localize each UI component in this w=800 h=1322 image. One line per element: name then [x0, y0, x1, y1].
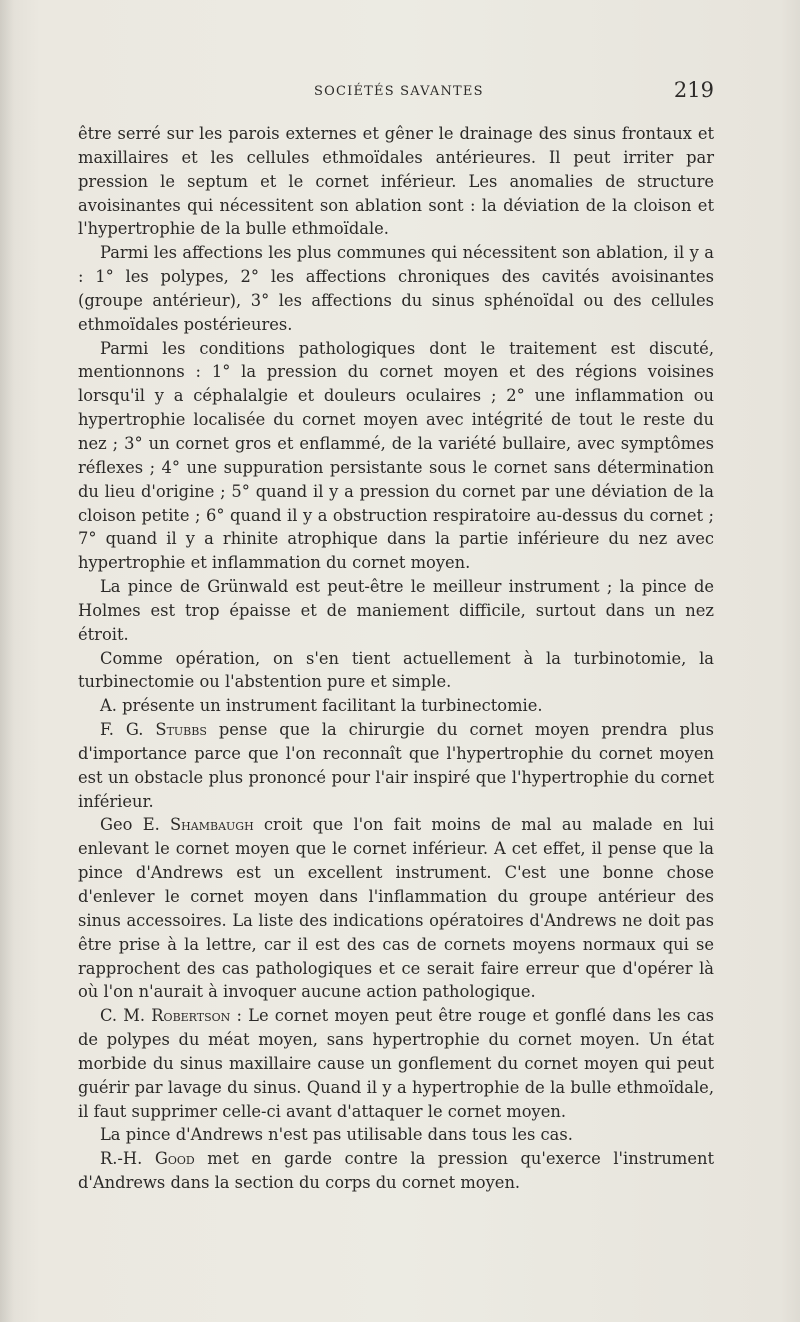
speaker-name: Robertson: [151, 1006, 231, 1026]
paragraph-text: croit que l'on fait moins de mal au malade en lui enlevant le cornet moyen que le cornet inférieur. A cet effet, il pense que la pince d'Andrews est un excellent instrument. C'est une bonne chose d'enlever le cornet moyen dans l'inflammation du groupe antérieur des sinus accessoires. La liste des indications opératoires d'Andrews ne doit pas être prise à la lettre, car il est des cas de cornets moyens normaux qui se rapprochent des cas pathologiques et ce serait faire erreur que d'opérer là où l'on n'aurait à invoquer aucune action pathologique.: [78, 815, 714, 1002]
speaker-initials: Geo E.: [100, 815, 171, 835]
speaker-initials: R.-H.: [100, 1149, 155, 1169]
speaker-name: Shambaugh: [170, 815, 254, 835]
speaker-name: Stubbs: [155, 720, 207, 740]
speaker-initials: F. G.: [100, 720, 156, 740]
paragraph-stubbs: [78, 718, 714, 813]
paragraph-affections: Parmi les affections les plus communes qui nécessitent son ablation, il y a : 1° les polypes, 2° les affections chroniques des cavités avoisinantes (groupe antérieur), 3° les affections du sinus sphénoïdal ou des cellules ethmoïdales postérieures.: [78, 243, 714, 334]
paragraph-conditions: Parmi les conditions pathologiques dont le traitement est discuté, mentionnons : 1° la pression du cornet moyen et des régions voisines lorsqu'il y a céphalalgie et douleurs oculaires ; 2° une inflammation ou hypertrophie localisée du cornet moyen avec intégrité de tout le reste du nez ; 3° un cornet gros et enflammé, de la variété bullaire, avec symptômes réflexes ; 4° une suppuration persistante sous le cornet sans détermination du lieu d'origine ; 5° quand il y a pression du cornet par une déviation de la cloison petite ; 6° quand il y a obstruction respiratoire au-dessus du cornet ; 7° quand il y a rhinite atrophique dans la partie inférieure du nez avec hypertrophie et inflammation du cornet moyen.: [78, 338, 714, 573]
body-text: [78, 122, 714, 1195]
paragraph-andrews-pince: La pince d'Andrews n'est pas utilisable dans tous les cas.: [100, 1125, 573, 1145]
paragraph-continuation: être serré sur les parois externes et gêner le drainage des sinus frontaux et maxillaires et les cellules ethmoïdales antérieures. Il peut irriter par pression le septum et le cornet inférieur. Les anomalies de structure avoisinantes qui nécessitent son ablation sont : la déviation de la cloison et l'hypertrophie de la bulle ethmoïdale.: [78, 124, 714, 239]
page-number: 219: [673, 78, 714, 102]
paragraph-robertson: [78, 1004, 714, 1123]
paragraph-good: [78, 1147, 714, 1195]
paragraph-text: : Le cornet moyen peut être rouge et gonflé dans les cas de polypes du méat moyen, sans hypertrophie du cornet moyen. Un état morbide du sinus maxillaire cause un gonflement du cornet moyen qui peut guérir par lavage du sinus. Quand il y a hypertrophie de la bulle ethmoïdale, il faut supprimer celle-ci avant d'attaquer le cornet moyen.: [78, 1006, 715, 1121]
paragraph-instrument: A. présente un instrument facilitant la turbinectomie.: [100, 696, 543, 716]
paragraph-text: met en garde contre la pression qu'exerce l'instrument d'Andrews dans la section du corps du cornet moyen.: [78, 1149, 714, 1193]
running-head: SOCIÉTÉS SAVANTES: [314, 84, 484, 99]
speaker-name: Good: [154, 1149, 195, 1169]
page-header: [78, 78, 714, 108]
paragraph-shambaugh: [78, 813, 714, 1004]
speaker-initials: C. M.: [100, 1006, 152, 1026]
paragraph-pince: La pince de Grünwald est peut-être le meilleur instrument ; la pince de Holmes est trop épaisse et de maniement difficile, surtout dans un nez étroit.: [78, 577, 714, 644]
paragraph-text: pense que la chirurgie du cornet moyen prendra plus d'importance parce que l'on reconnaît que l'hypertrophie du cornet moyen est un obstacle plus prononcé pour l'air inspiré que l'hypertrophie du cornet inférieur.: [78, 720, 714, 811]
paragraph-operation: Comme opération, on s'en tient actuellement à la turbinotomie, la turbinectomie ou l'abstention pure et simple.: [78, 648, 714, 692]
